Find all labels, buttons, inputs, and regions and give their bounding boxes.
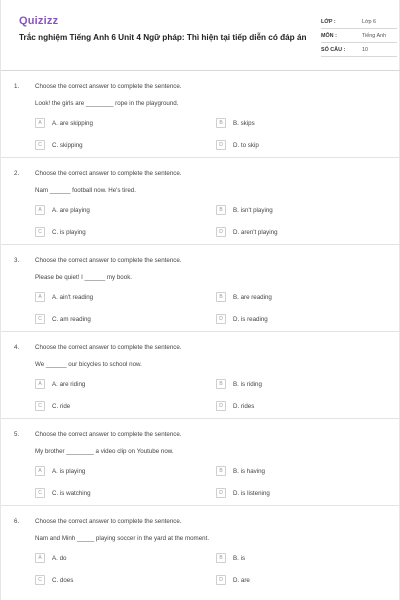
question-number: 6. — [14, 518, 20, 525]
question-divider — [1, 418, 400, 419]
option-letter-box: B — [216, 205, 226, 215]
option-text: C. ride — [52, 402, 71, 410]
meta-key: LỚP : — [321, 19, 336, 25]
option-text: C. does — [52, 576, 74, 584]
option-letter-box: D — [216, 227, 226, 237]
question-text: Please be quiet! I ______ my book. — [35, 274, 133, 281]
question-item — [1, 246, 400, 332]
question-text: Look! the girls are ________ rope in the playground. — [35, 100, 179, 107]
option-text: B. isn't playing — [233, 206, 273, 214]
option-text: A. are playing — [52, 206, 90, 214]
question-item — [1, 507, 400, 600]
question-instruction: Choose the correct answer to complete the sentence. — [35, 518, 182, 525]
worksheet-meta — [321, 15, 397, 57]
option-text: B. skips — [233, 119, 255, 127]
option-letter-box: D — [216, 314, 226, 324]
option-text: D. is reading — [233, 315, 268, 323]
meta-value: 10 — [362, 47, 368, 53]
question-divider — [1, 244, 400, 245]
option-text: D. to skip — [233, 141, 259, 149]
question-number: 2. — [14, 170, 20, 177]
option-letter-box: A — [35, 292, 45, 302]
question-number: 5. — [14, 431, 20, 438]
question-item — [1, 72, 400, 158]
option-text: B. is having — [233, 467, 265, 475]
option-letter-box: B — [216, 466, 226, 476]
option-letter-box: D — [216, 401, 226, 411]
question-text: Nam ______ football now. He's tired. — [35, 187, 136, 194]
option-letter-box: C — [35, 227, 45, 237]
option-text: C. skipping — [52, 141, 83, 149]
option-text: D. rides — [233, 402, 255, 410]
option-letter-box: B — [216, 292, 226, 302]
option-letter-box: B — [216, 379, 226, 389]
option-text: B. are reading — [233, 293, 272, 301]
header-divider — [1, 70, 400, 71]
question-number: 1. — [14, 83, 20, 90]
question-text: Nam and Minh _____ playing soccer in the yard at the moment. — [35, 535, 210, 542]
option-letter-box: B — [216, 118, 226, 128]
question-instruction: Choose the correct answer to complete the sentence. — [35, 431, 182, 438]
option-text: A. do — [52, 554, 67, 562]
option-text: D. are — [233, 576, 250, 584]
option-letter-box: C — [35, 314, 45, 324]
option-letter-box: C — [35, 575, 45, 585]
question-instruction: Choose the correct answer to complete the sentence. — [35, 344, 182, 351]
option-letter-box: A — [35, 553, 45, 563]
question-item — [1, 159, 400, 245]
meta-key: SỐ CÂU : — [321, 47, 346, 53]
meta-value: Lớp 6 — [362, 19, 377, 25]
option-letter-box: B — [216, 553, 226, 563]
meta-key: MÔN : — [321, 33, 337, 39]
quizizz-logo[interactable]: Quizizz — [19, 15, 59, 27]
option-text: A. ain't reading — [52, 293, 94, 301]
option-letter-box: C — [35, 488, 45, 498]
question-instruction: Choose the correct answer to complete the sentence. — [35, 83, 182, 90]
option-letter-box: A — [35, 118, 45, 128]
question-number: 4. — [14, 344, 20, 351]
option-letter-box: A — [35, 205, 45, 215]
question-divider — [1, 331, 400, 332]
option-letter-box: C — [35, 140, 45, 150]
question-item — [1, 333, 400, 419]
option-text: C. is watching — [52, 489, 91, 497]
option-text: A. are skipping — [52, 119, 93, 127]
worksheet-header — [13, 12, 389, 62]
worksheet-title: Trắc nghiệm Tiếng Anh 6 Unit 4 Ngữ pháp: Thì hiện tại tiếp diễn có đáp án — [19, 33, 307, 42]
question-text: My brother ________ a video clip on Youtube now. — [35, 448, 174, 455]
option-letter-box: C — [35, 401, 45, 411]
question-number: 3. — [14, 257, 20, 264]
option-text: B. is — [233, 554, 246, 562]
meta-row-question-count — [321, 43, 397, 57]
question-instruction: Choose the correct answer to complete the sentence. — [35, 170, 182, 177]
option-text: D. aren't playing — [233, 228, 278, 236]
question-instruction: Choose the correct answer to complete the sentence. — [35, 257, 182, 264]
option-text: A. are riding — [52, 380, 86, 388]
option-letter-box: A — [35, 379, 45, 389]
question-text: We ______ our bicycles to school now. — [35, 361, 142, 368]
option-text: D. is listening — [233, 489, 270, 497]
meta-row-grade — [321, 15, 397, 29]
option-text: C. am reading — [52, 315, 91, 323]
question-divider — [1, 505, 400, 506]
option-letter-box: D — [216, 140, 226, 150]
option-letter-box: A — [35, 466, 45, 476]
option-text: B. is riding — [233, 380, 262, 388]
question-item — [1, 420, 400, 506]
option-text: A. is playing — [52, 467, 86, 475]
option-text: C. is playing — [52, 228, 86, 236]
meta-row-subject — [321, 29, 397, 43]
meta-value: Tiếng Anh — [362, 33, 387, 39]
question-divider — [1, 157, 400, 158]
option-letter-box: D — [216, 488, 226, 498]
option-letter-box: D — [216, 575, 226, 585]
